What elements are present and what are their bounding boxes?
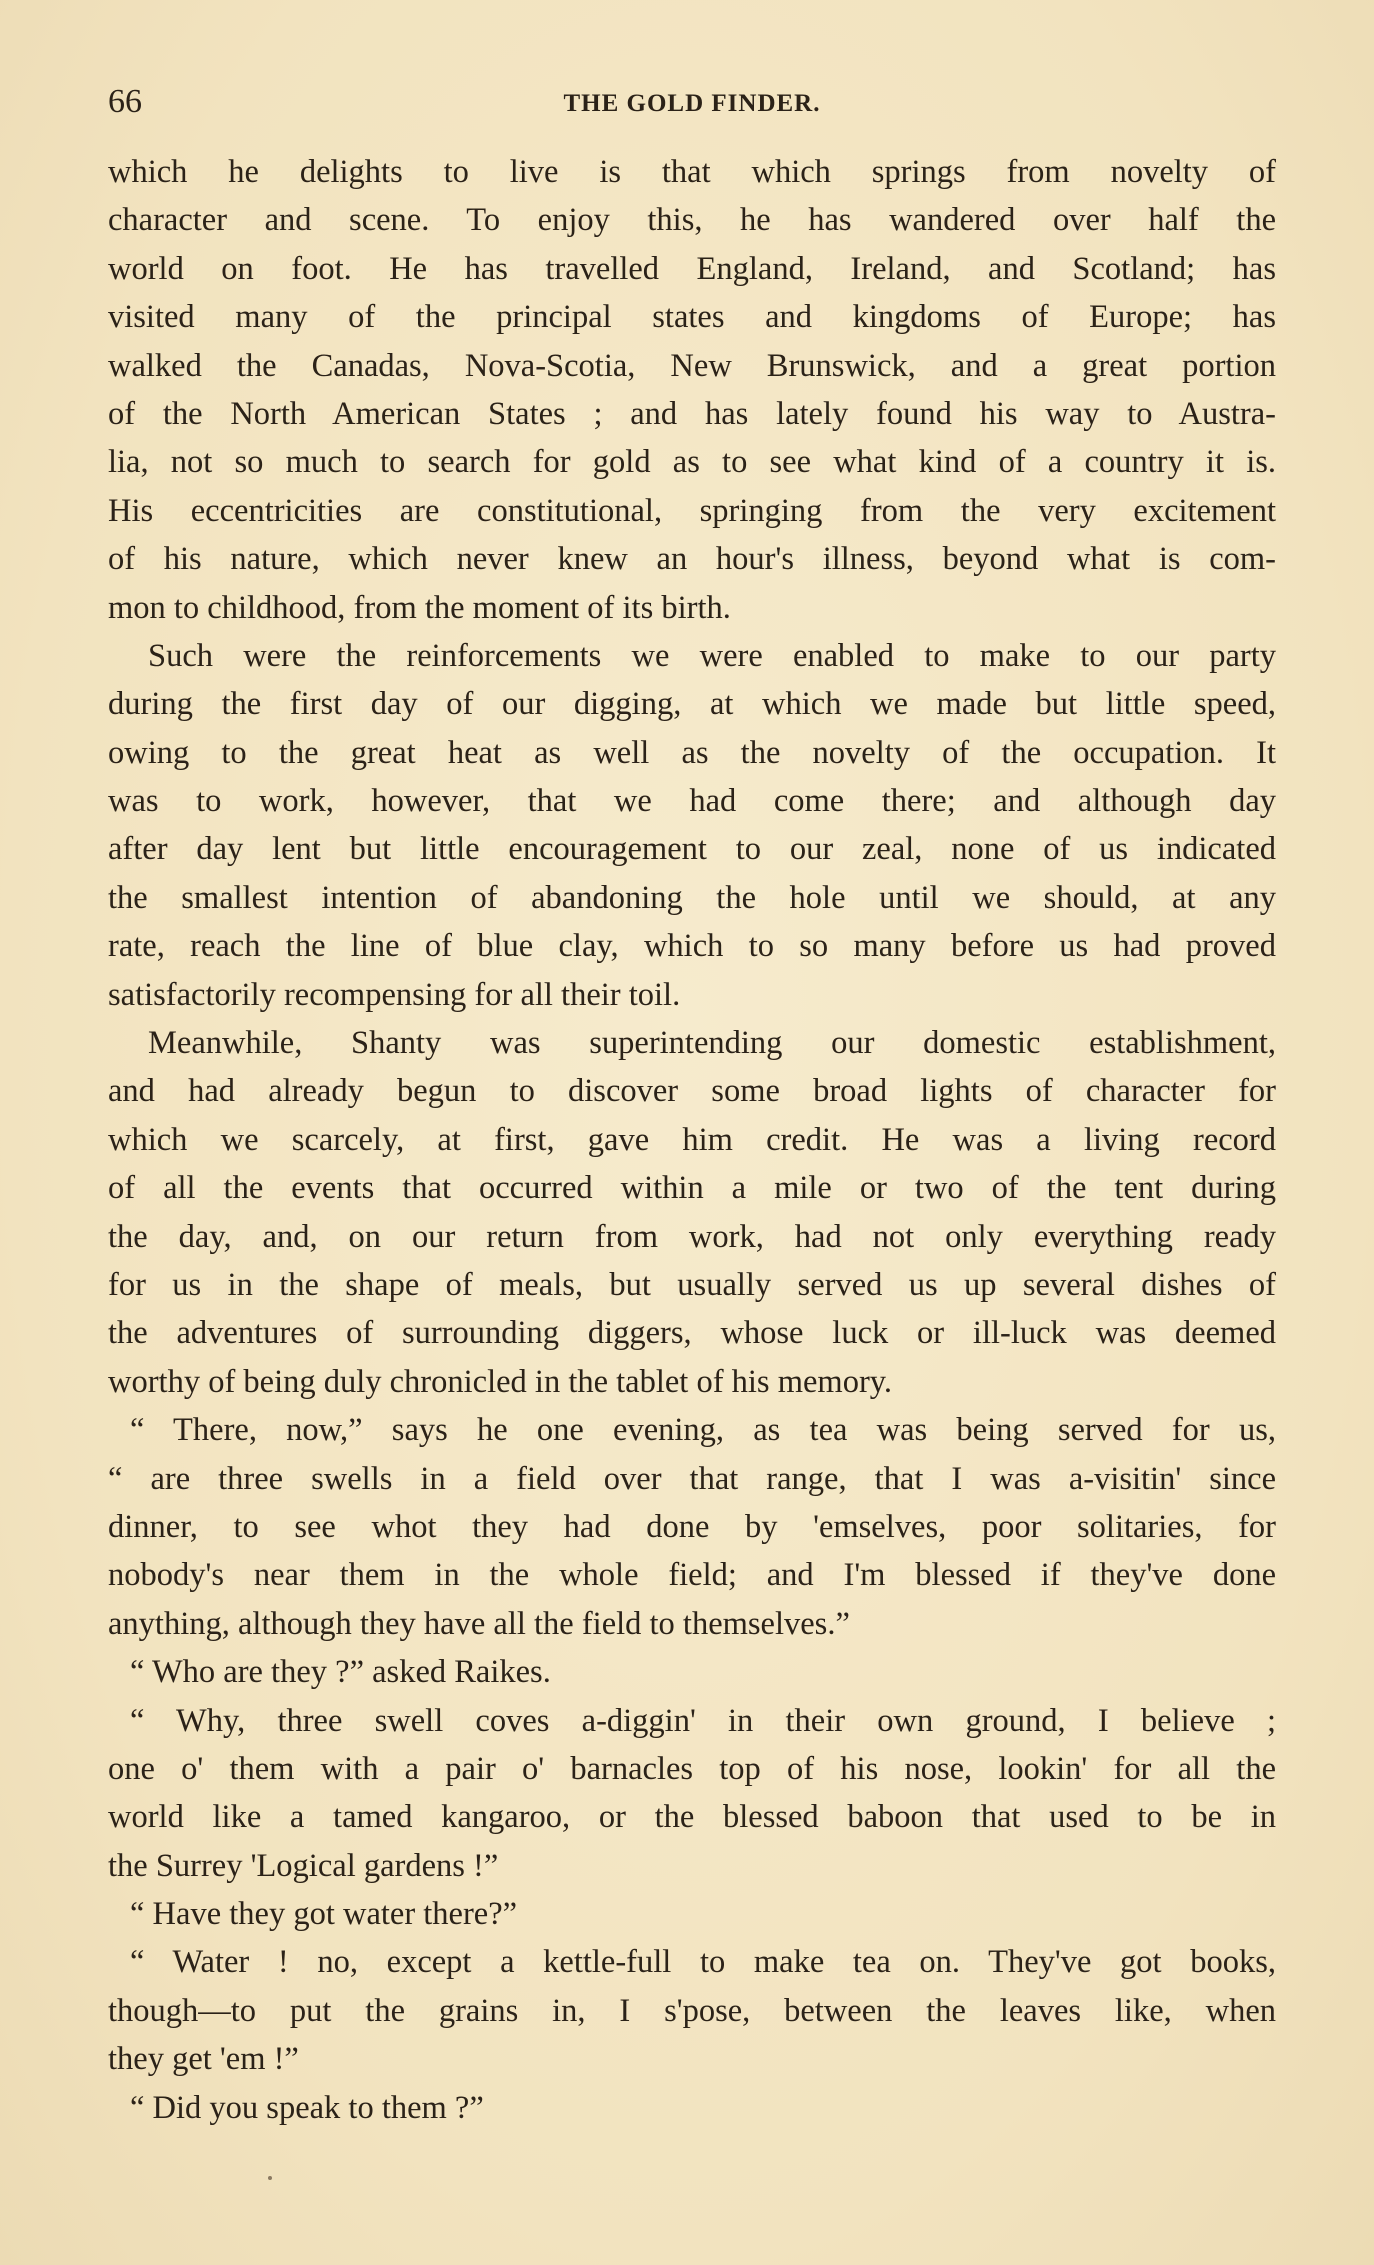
text-line: rate, reach the line of blue clay, which to so many before us had proved [108,928,1276,965]
text-line: which he delights to live is that which springs from novelty of [108,154,1276,190]
text-line: anything, although they have all the field to themselves.” [108,1605,850,1642]
text-line: during the first day of our digging, at which we made but little speed, [108,686,1276,723]
text-line: the day, and, on our return from work, had not only everything ready [108,1218,1276,1255]
paragraph-first-line: “ There, now,” says he one evening, as tea was being served for us, [130,1412,1276,1449]
text-line: dinner, to see whot they had done by 'emselves, poor solitaries, for [108,1508,1276,1545]
text-line: they get 'em !” [108,2041,299,2078]
text-line: and had already begun to discover some broad lights of character for [108,1073,1276,1110]
paragraph-first-line: “ Water ! no, except a kettle-full to make tea on. They've got books, [130,1944,1276,1981]
page-number: 66 [108,83,142,120]
text-line: after day lent but little encouragement to our zeal, none of us indicated [108,831,1276,868]
ink-speck [268,2176,272,2180]
text-line: though—to put the grains in, I s'pose, between the leaves like, when [108,1992,1276,2029]
text-line: of all the events that occurred within a mile or two of the tent during [108,1170,1276,1207]
text-line: world like a tamed kangaroo, or the blessed baboon that used to be in [108,1799,1276,1836]
paragraph-first-line: Meanwhile, Shanty was superintending our domestic establishment, [148,1025,1276,1062]
text-line: worthy of being duly chronicled in the tablet of his memory. [108,1363,893,1400]
paragraph-first-line: Such were the reinforcements we were enabled to make to our party [148,637,1276,674]
paragraph-first-line: “ Why, three swell coves a-diggin' in their own ground, I believe ; [130,1702,1276,1739]
text-line: the smallest intention of abandoning the hole until we should, at any [108,879,1276,916]
text-line: for us in the shape of meals, but usually served us up several dishes of [108,1266,1276,1303]
paragraph-first-line: “ Did you speak to them ?” [130,2089,484,2126]
text-line: satisfactorily recompensing for all their toil. [108,976,681,1013]
text-line: mon to childhood, from the moment of its birth. [108,589,731,626]
body-text [108,148,1276,2132]
text-line: owing to the great heat as well as the novelty of the occupation. It [108,734,1276,771]
paragraph-first-line: “ Have they got water there?” [130,1896,518,1933]
text-line: nobody's near them in the whole field; and I'm blessed if they've done [108,1557,1276,1594]
page-header [108,82,1276,122]
text-line: character and scene. To enjoy this, he has wandered over half the [108,202,1276,239]
text-line: visited many of the principal states and kingdoms of Europe; has [108,299,1276,336]
text-line: the adventures of surrounding diggers, whose luck or ill-luck was deemed [108,1315,1276,1352]
text-line: was to work, however, that we had come there; and although day [108,783,1276,820]
text-line: lia, not so much to search for gold as to see what kind of a country it is. [108,444,1276,481]
text-line: one o' them with a pair o' barnacles top of his nose, lookin' for all the [108,1750,1276,1787]
text-line: the Surrey 'Logical gardens !” [108,1847,499,1884]
text-line: His eccentricities are constitutional, springing from the very excitement [108,492,1276,529]
running-title: THE GOLD FINDER. [563,90,821,117]
text-line: which we scarcely, at first, gave him credit. He was a living record [108,1121,1276,1158]
text-line: of the North American States ; and has lately found his way to Austra- [108,395,1276,432]
text-line: of his nature, which never knew an hour's illness, beyond what is com- [108,541,1276,578]
text-line: world on foot. He has travelled England, Ireland, and Scotland; has [108,250,1276,287]
paragraph-first-line: “ Who are they ?” asked Raikes. [130,1654,551,1691]
text-line: “ are three swells in a field over that range, that I was a-visitin' since [108,1460,1276,1497]
text-line: walked the Canadas, Nova-Scotia, New Brunswick, and a great portion [108,347,1276,384]
